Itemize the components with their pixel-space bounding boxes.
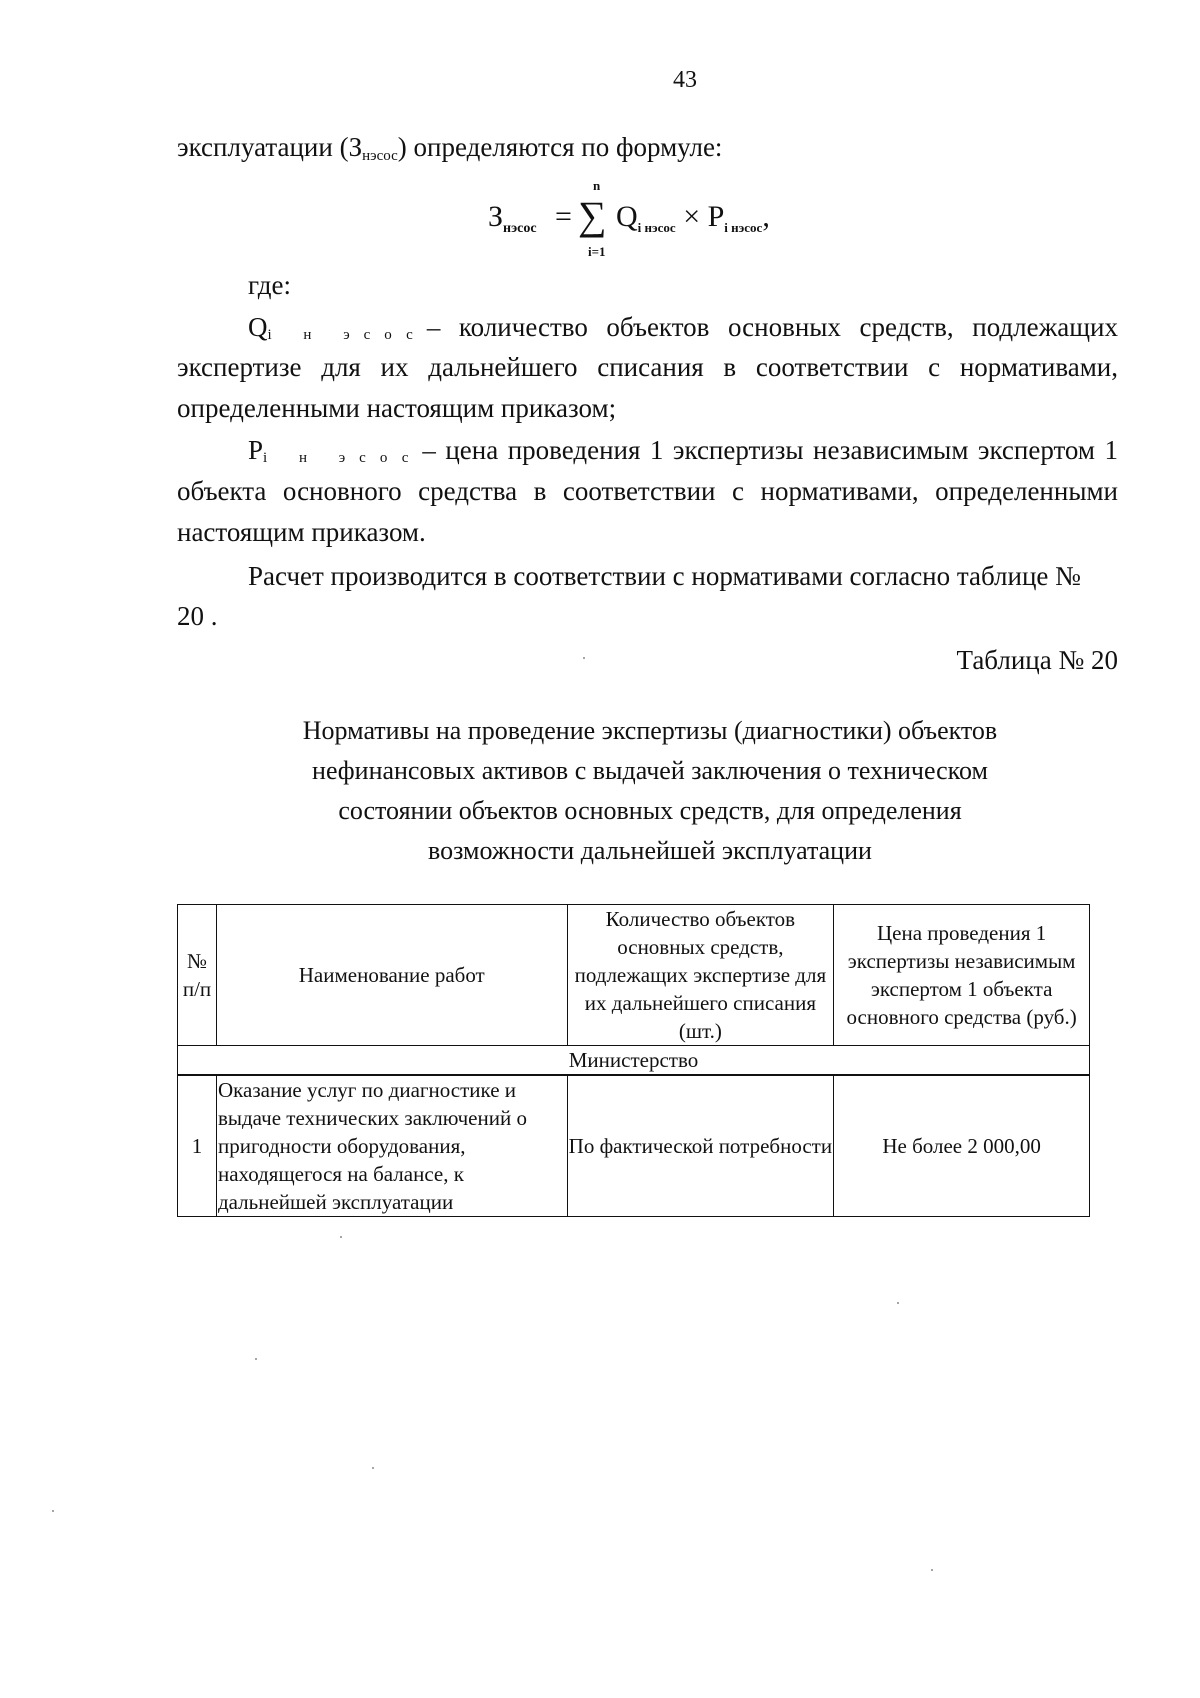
formula-p: P — [707, 200, 725, 233]
table-row — [178, 1075, 1090, 1217]
norms-table — [177, 904, 1090, 1217]
header-name: Наименование работ — [216, 905, 567, 1046]
table-title-line-4: возможности дальнейшей эксплуатации — [428, 836, 872, 865]
section-label: Министерство — [178, 1046, 1090, 1076]
q-def-line-1 — [248, 312, 1118, 344]
formula-equals: = — [555, 200, 572, 233]
table-label: Таблица № 20 — [956, 645, 1118, 675]
formula-q: Q — [616, 200, 638, 233]
section-row — [178, 1046, 1090, 1076]
sum-upper: n — [593, 178, 601, 193]
q-sub: i н эсос — [267, 327, 427, 343]
scan-speck — [340, 1236, 342, 1238]
page-number: 43 — [673, 67, 697, 93]
scan-speck — [52, 1510, 54, 1512]
formula-lhs: $З_{нэсос}$ — [488, 200, 537, 236]
row-qty: По фактической потребности — [567, 1075, 834, 1217]
row-price: Не более 2 000,00 — [834, 1075, 1090, 1217]
intro-line — [177, 132, 722, 165]
p-def-line-3: настоящим приказом. — [177, 517, 426, 547]
table-title-line-1: Нормативы на проведение экспертизы (диагностики) объектов — [302, 716, 998, 745]
row-name: Оказание услуг по диагностике и выдаче технических заключений о пригодности оборудования, находящегося на балансе, к дальнейшей эксплуатации — [216, 1075, 567, 1217]
formula-p-sub: i нэсос — [724, 220, 763, 235]
where-label: где: — [248, 270, 291, 300]
scan-speck — [372, 1467, 374, 1469]
p-sub: i н эсос — [263, 450, 423, 466]
scan-speck — [255, 1358, 257, 1360]
formula — [488, 172, 818, 262]
formula-q-sub: i нэсос — [637, 220, 676, 235]
scan-speck — [897, 1302, 899, 1304]
calc-line-1: Расчет производится в соответствии с нормативами согласно таблице № — [248, 561, 1081, 591]
sum-lower: i=1 — [588, 244, 606, 259]
row-num: 1 — [178, 1075, 217, 1217]
header-qty: Количество объектов основных средств, подлежащих экспертизе для их дальнейшего списания (шт.) — [567, 905, 834, 1046]
p-def-line-1 — [248, 435, 1118, 467]
formula-times: × — [683, 200, 701, 233]
p-def-line-2: объекта основного средства в соответствии с нормативами, определенными — [177, 476, 1118, 506]
q-def-text-1: – количество объектов основных средств, подлежащих — [426, 312, 1118, 342]
header-price: Цена проведения 1 экспертизы независимым экспертом 1 объекта основного средства (руб.) — [834, 905, 1090, 1046]
p-def-text-1: – цена проведения 1 экспертизы независимым экспертом 1 — [422, 435, 1118, 465]
intro-sub: нэсос — [362, 148, 398, 164]
table-title — [0, 711, 1200, 871]
intro-suffix: ) определяются по формуле: — [397, 132, 723, 162]
formula-rhs — [616, 200, 770, 236]
scan-speck — [931, 1569, 933, 1571]
q-symbol: Qi н эсос — [248, 312, 427, 343]
intro-prefix: эксплуатации (З — [177, 132, 363, 162]
calc-line-2: 20 . — [177, 601, 218, 631]
formula-comma: , — [762, 200, 770, 233]
p-symbol: Pi н эсос — [248, 435, 423, 466]
scan-speck — [583, 657, 585, 659]
q-def-line-3: определенными настоящим приказом; — [177, 393, 617, 423]
formula-lhs-sub: нэсос — [503, 221, 537, 236]
table-header-row — [178, 905, 1090, 1046]
q-def-line-2: экспертизе для их дальнейшего списания в соответствии с нормативами, — [177, 352, 1118, 382]
sum-sign: ∑ — [578, 193, 607, 238]
table-title-line-2: нефинансовых активов с выдачей заключения о техническом — [312, 756, 988, 785]
header-num: № п/п — [178, 905, 217, 1046]
table-title-line-3: состоянии объектов основных средств, для определения — [338, 796, 962, 825]
